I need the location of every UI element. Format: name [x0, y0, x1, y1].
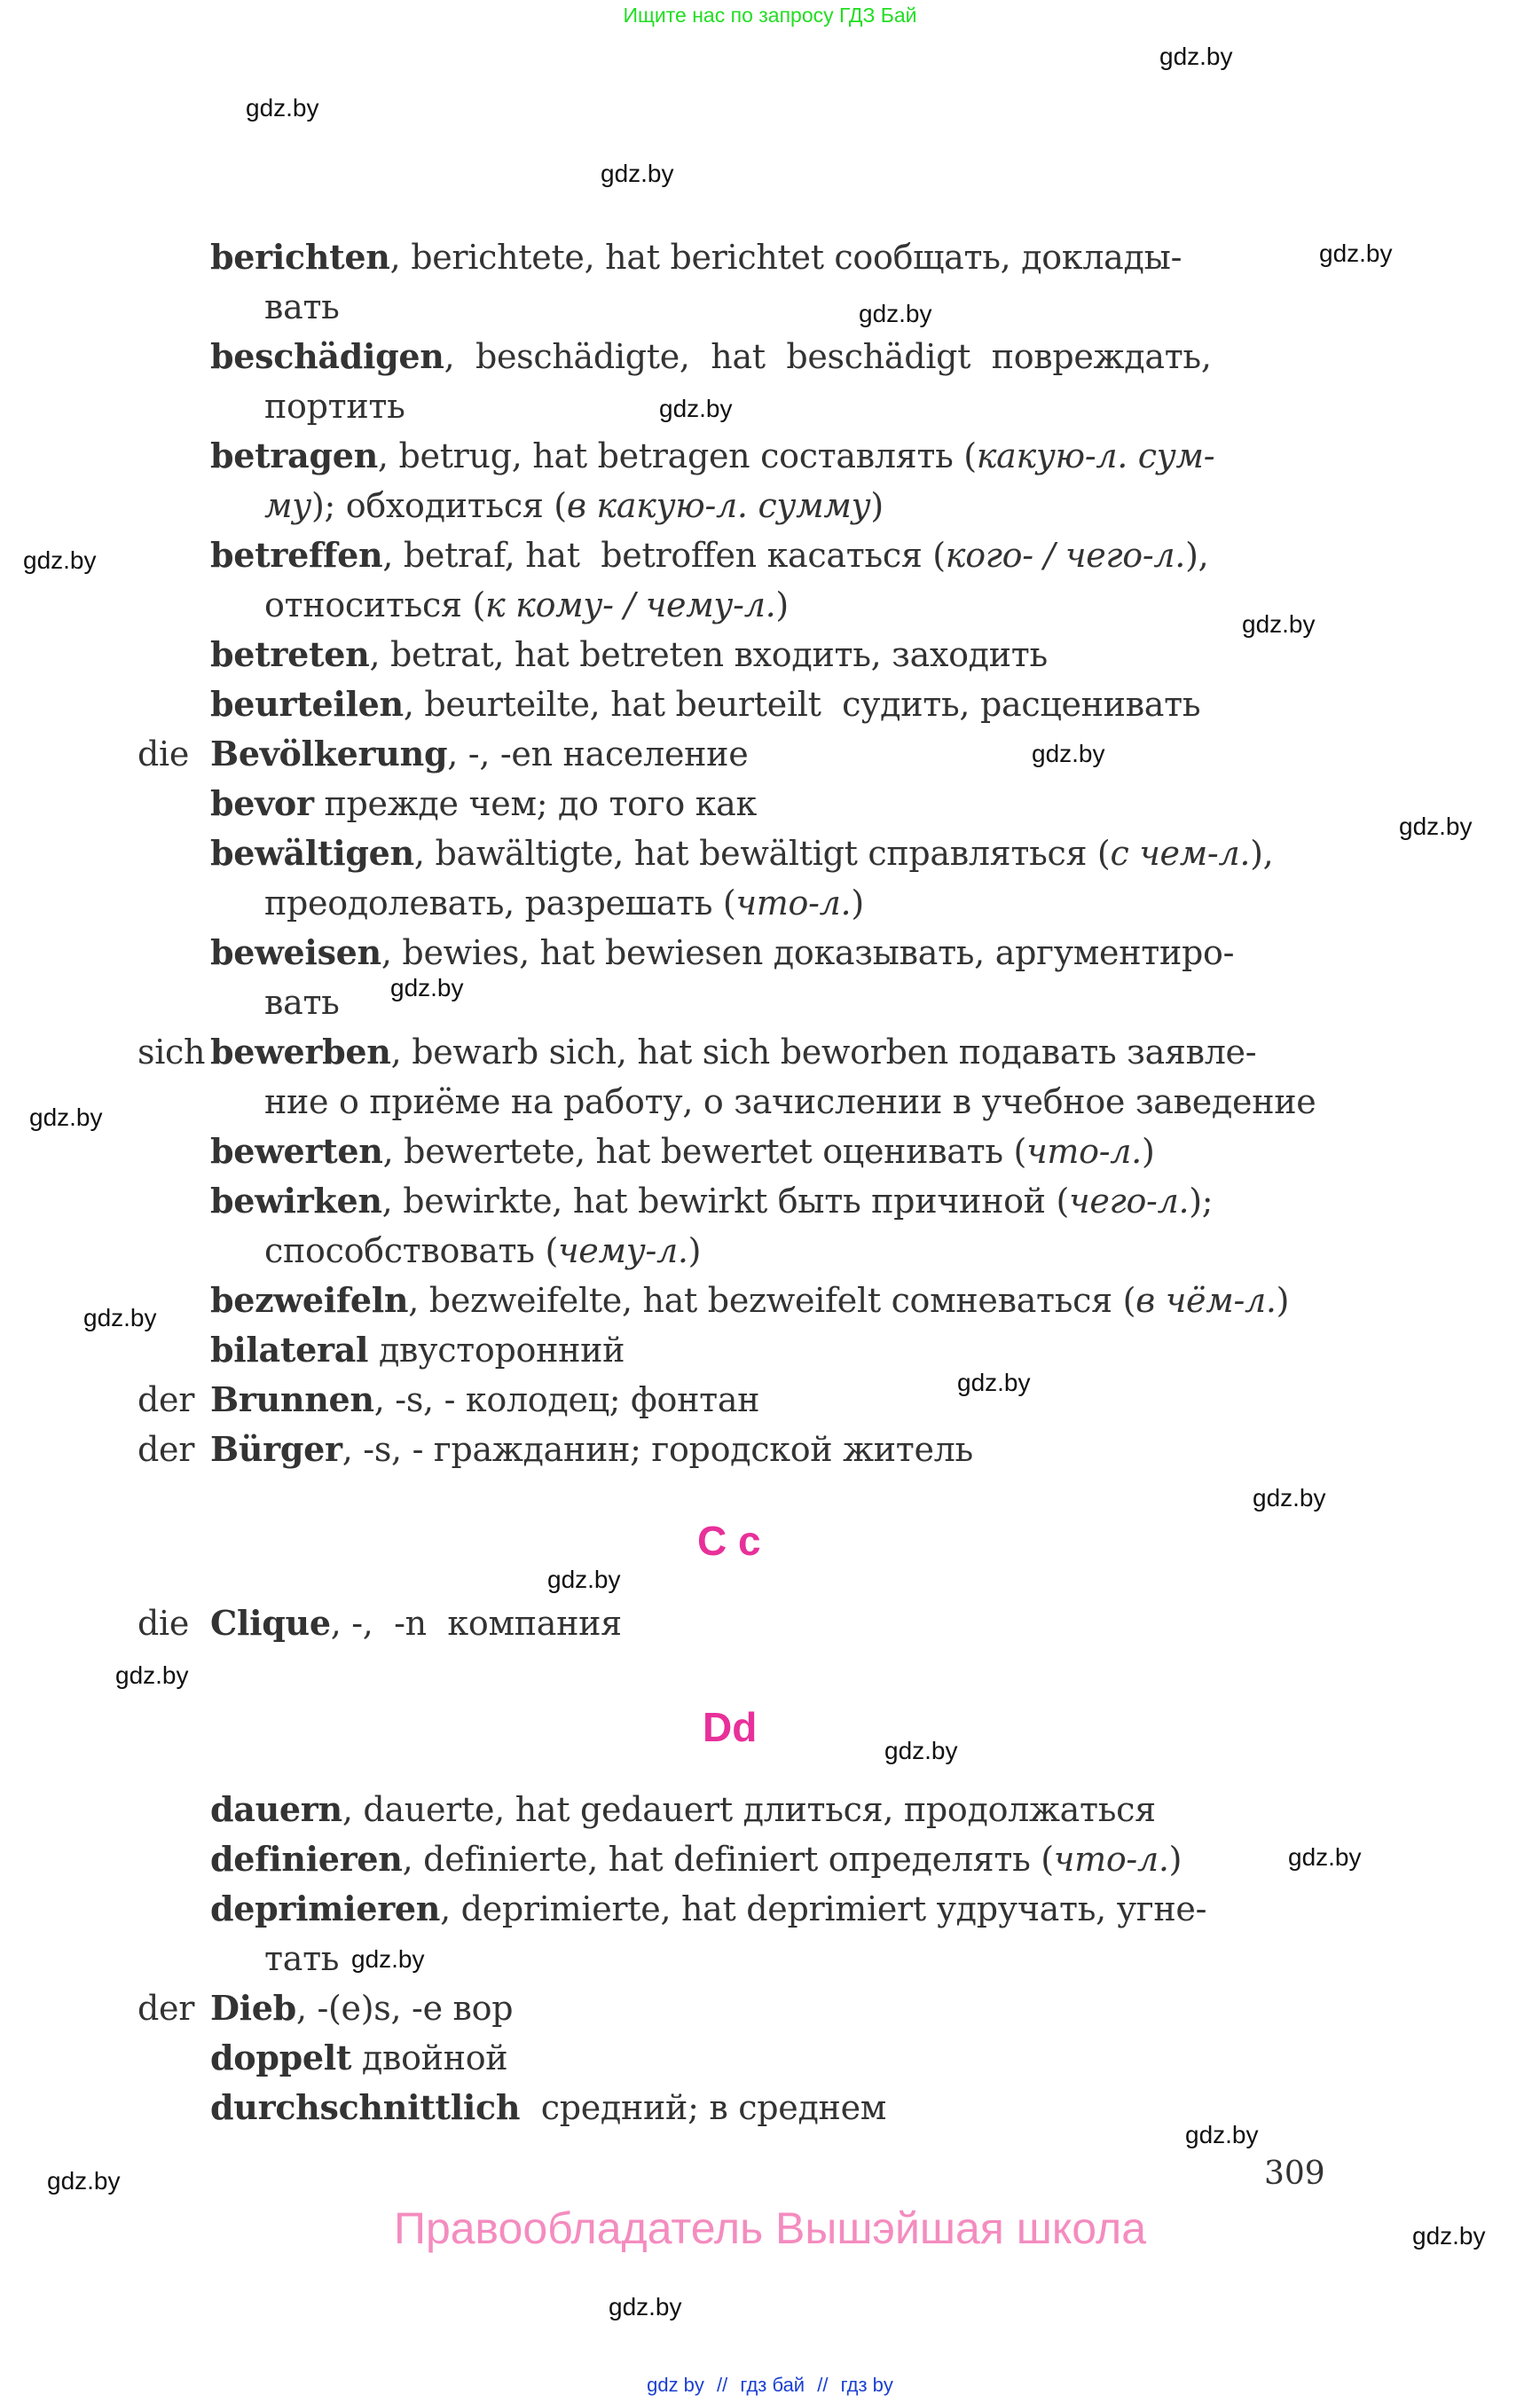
dictionary-entry — [210, 332, 1328, 431]
headword: berichten — [210, 237, 390, 277]
watermark-text: gdz.by — [83, 1304, 157, 1331]
entry-text: ) — [1141, 1132, 1155, 1171]
entry-text: ); обходиться ( — [310, 486, 567, 525]
usage-note: кого- / чего-л. — [945, 536, 1186, 575]
entry-continuation-line — [210, 1077, 1328, 1127]
entry-text: тать — [264, 1939, 340, 1978]
entry-text: , -, -en население — [447, 734, 749, 774]
headword: betragen — [210, 436, 378, 475]
entry-continuation-line — [210, 978, 1328, 1027]
headword: bewerten — [210, 1131, 383, 1171]
usage-note: в какую-л. сумму — [566, 486, 871, 525]
footer-link-gdz-by-cyr[interactable]: гдз by — [840, 2374, 893, 2396]
entry-line — [210, 1884, 1328, 1934]
headword: Brunnen — [210, 1379, 374, 1419]
dictionary-entry — [210, 1325, 1328, 1375]
entry-text: , dauerte, hat gedauert длиться, продолжаться — [342, 1790, 1156, 1829]
entry-continuation-line — [210, 282, 1328, 332]
entry-line — [210, 431, 1328, 481]
entry-line — [210, 1834, 1328, 1884]
entry-text: ) — [870, 486, 884, 525]
entry-text: , betrug, hat betragen составлять ( — [377, 436, 977, 475]
dictionary-entry — [210, 530, 1328, 630]
entry-line — [210, 332, 1328, 381]
headword: bevor — [210, 783, 314, 823]
entry-text: , -(e)s, -e вор — [295, 1989, 514, 2028]
headword: bewältigen — [210, 833, 414, 873]
dictionary-entry — [138, 1598, 1328, 1648]
entry-text: способствовать ( — [264, 1231, 558, 1270]
entry-text: , -s, - гражданин; городской житель — [342, 1430, 973, 1469]
section-letter-c: C c — [697, 1518, 761, 1564]
usage-note: что-л. — [735, 883, 852, 923]
watermark-text: gdz.by — [957, 1369, 1031, 1396]
dictionary-entry — [210, 1834, 1328, 1884]
entry-continuation-line — [210, 878, 1328, 928]
headword: bezweifeln — [210, 1280, 409, 1320]
headword: doppelt — [210, 2038, 352, 2077]
entry-line — [210, 729, 1328, 779]
dictionary-entry — [210, 2083, 1328, 2132]
headword: Bürger — [210, 1429, 342, 1469]
entry-line — [210, 828, 1328, 878]
entry-line — [210, 1127, 1328, 1176]
dictionary-entry — [210, 2033, 1328, 2083]
entry-text: ) — [1168, 1840, 1182, 1879]
dictionary-entry — [210, 232, 1328, 332]
watermark-text: gdz.by — [601, 160, 674, 187]
footer-separator: // — [817, 2374, 829, 2396]
entry-text: ) — [688, 1231, 702, 1270]
headword: dauern — [210, 1789, 342, 1829]
entry-line — [210, 2033, 1328, 2083]
watermark-text: gdz.by — [609, 2293, 682, 2321]
entry-text: , beschädigte, hat beschädigt повреждать, — [444, 337, 1212, 376]
watermark-text: gdz.by — [246, 94, 319, 122]
headword: beschädigen — [210, 336, 444, 376]
entry-text: средний; в среднем — [520, 2088, 887, 2127]
entry-line — [210, 779, 1328, 828]
entry-text: , betrat, hat betreten входить, заходить — [369, 635, 1048, 674]
watermark-text: gdz.by — [1399, 813, 1473, 840]
watermark-text: gdz.by — [1032, 740, 1105, 767]
entry-text: , bewertete, hat bewertet оценивать ( — [382, 1132, 1027, 1171]
entry-text: двусторонний — [368, 1331, 625, 1370]
entry-continuation-line — [210, 381, 1328, 431]
dictionary-entry — [210, 1276, 1328, 1325]
watermark-text: gdz.by — [29, 1103, 103, 1131]
entry-text: ); — [1189, 1182, 1214, 1221]
dictionary-entry — [210, 679, 1328, 729]
dictionary-entry — [210, 1785, 1328, 1834]
entry-line — [210, 1325, 1328, 1375]
page-number: 309 — [1264, 2156, 1325, 2192]
usage-note: что-л. — [1026, 1132, 1142, 1171]
entry-line — [210, 1027, 1328, 1077]
entry-article: die — [138, 734, 190, 774]
copyright-notice: Правообладатель Вышэйшая школа — [394, 2203, 1146, 2253]
watermark-text: gdz.by — [390, 974, 464, 1001]
entry-text: , bewirkte, hat bewirkt быть причиной ( — [381, 1182, 1070, 1221]
watermark-text: gdz.by — [659, 395, 733, 422]
entry-line — [210, 530, 1328, 580]
watermark-text: gdz.by — [1185, 2121, 1259, 2148]
dictionary-entry — [138, 1425, 1328, 1474]
entry-text: ние о приёме на работу, о зачислении в учебное заведение — [264, 1082, 1316, 1121]
entry-text: прежде чем; до того как — [313, 784, 757, 823]
entry-line — [210, 1375, 1328, 1425]
watermark-text: gdz.by — [47, 2167, 121, 2195]
entry-line — [210, 1983, 1328, 2033]
entry-text: , bawältigte, hat bewältigt справляться ( — [413, 834, 1111, 873]
entry-text: ) — [775, 585, 789, 624]
watermark-text: gdz.by — [1288, 1843, 1362, 1871]
entry-text: портить — [264, 387, 405, 426]
dictionary-entry — [210, 431, 1328, 530]
dictionary-entry — [210, 1127, 1328, 1176]
entry-text: , berichtete, hat berichtet сообщать, доклады- — [389, 238, 1182, 277]
entry-text: , beurteilte, hat beurteilt судить, расценивать — [403, 685, 1201, 724]
dictionary-entry — [210, 928, 1328, 1027]
entry-text: преодолевать, разрешать ( — [264, 883, 736, 923]
usage-note: в чём-л. — [1135, 1281, 1277, 1320]
usage-note: чего-л. — [1069, 1182, 1190, 1221]
dictionary-entry — [210, 1176, 1328, 1276]
dictionary-entry — [138, 1027, 1328, 1127]
dictionary-entry — [138, 1375, 1328, 1425]
entry-article: der — [138, 1380, 195, 1419]
entry-article: der — [138, 1430, 195, 1469]
entry-text: , deprimierte, hat deprimiert удручать, угне- — [440, 1889, 1207, 1928]
entry-continuation-line — [210, 481, 1328, 530]
headword: bewirken — [210, 1181, 382, 1221]
headword: betreten — [210, 634, 370, 674]
entry-text: , bezweifelte, hat bezweifelt сомневаться ( — [408, 1281, 1136, 1320]
entry-text: , -s, - колодец; фонтан — [373, 1380, 760, 1419]
dictionary-entry — [138, 729, 1328, 779]
watermark-text: gdz.by — [547, 1566, 621, 1593]
entry-text: вать — [264, 287, 340, 326]
usage-note: какую-л. сум- — [976, 436, 1215, 475]
footer-separator: // — [717, 2374, 728, 2396]
entry-text: , definierte, hat definiert определять ( — [402, 1840, 1054, 1879]
headword: definieren — [210, 1839, 403, 1879]
entry-text: ) — [1276, 1281, 1290, 1320]
entry-text: ), — [1250, 834, 1274, 873]
entry-text: вать — [264, 983, 340, 1022]
usage-note: к кому- / чему-л. — [485, 585, 776, 624]
entry-line — [210, 1176, 1328, 1226]
entry-text: ) — [851, 883, 864, 923]
entry-article: die — [138, 1604, 190, 1643]
usage-note: с чем-л. — [1110, 834, 1251, 873]
section-letter-d: Dd — [703, 1704, 758, 1750]
headword: Clique — [210, 1603, 331, 1643]
headword: betreffen — [210, 535, 383, 575]
search-hint-banner: Ищите нас по запросу ГДЗ Бай — [623, 4, 917, 27]
entry-text: , bewarb sich, hat sich beworben подавать заявле- — [390, 1033, 1257, 1072]
dictionary-entry — [210, 828, 1328, 928]
entry-article: der — [138, 1989, 195, 2028]
entry-line — [210, 232, 1328, 282]
headword: Dieb — [210, 1988, 296, 2028]
headword: durchschnittlich — [210, 2087, 521, 2127]
watermark-text: gdz.by — [23, 546, 97, 574]
watermark-text: gdz.by — [1242, 610, 1316, 638]
watermark-text: gdz.by — [1319, 240, 1393, 267]
footer-links — [0, 2374, 1540, 2397]
entry-line — [210, 2083, 1328, 2132]
dictionary-entry — [138, 1983, 1328, 2033]
entry-text: , betraf, hat betroffen касаться ( — [382, 536, 946, 575]
watermark-text: gdz.by — [884, 1737, 958, 1764]
entry-text: , bewies, hat bewiesen доказывать, аргументиро- — [381, 933, 1235, 972]
usage-note: что-л. — [1053, 1840, 1169, 1879]
headword: deprimieren — [210, 1889, 441, 1928]
watermark-text: gdz.by — [351, 1945, 425, 1973]
entry-text: двойной — [351, 2038, 508, 2077]
watermark-text: gdz.by — [115, 1661, 189, 1689]
entry-continuation-line — [210, 1226, 1328, 1276]
entry-line — [210, 679, 1328, 729]
entry-text: ), — [1185, 536, 1209, 575]
entry-text: , -, -n компания — [330, 1604, 622, 1643]
usage-note: чему-л. — [557, 1231, 688, 1270]
watermark-text: gdz.by — [1412, 2222, 1486, 2250]
entry-article: sich — [138, 1033, 206, 1072]
entry-line — [210, 1276, 1328, 1325]
entry-continuation-line — [210, 580, 1328, 630]
entry-line — [210, 1425, 1328, 1474]
dictionary-entry — [210, 779, 1328, 828]
entry-line — [210, 1785, 1328, 1834]
usage-note: му — [264, 486, 311, 525]
footer-link-gdz-by[interactable]: gdz by — [647, 2374, 704, 2396]
footer-link-gdz-bai[interactable]: гдз бай — [740, 2374, 805, 2396]
entry-line — [210, 630, 1328, 679]
watermark-text: gdz.by — [1253, 1484, 1326, 1512]
headword: beurteilen — [210, 684, 404, 724]
watermark-text: gdz.by — [1159, 43, 1233, 70]
watermark-text: gdz.by — [859, 300, 932, 327]
headword: beweisen — [210, 932, 381, 972]
dictionary-entry — [210, 630, 1328, 679]
entry-text: относиться ( — [264, 585, 485, 624]
headword: bewerben — [210, 1032, 391, 1072]
headword: Bevölkerung — [210, 734, 448, 774]
entry-line — [210, 1598, 1328, 1648]
entry-line — [210, 928, 1328, 978]
headword: bilateral — [210, 1330, 369, 1370]
